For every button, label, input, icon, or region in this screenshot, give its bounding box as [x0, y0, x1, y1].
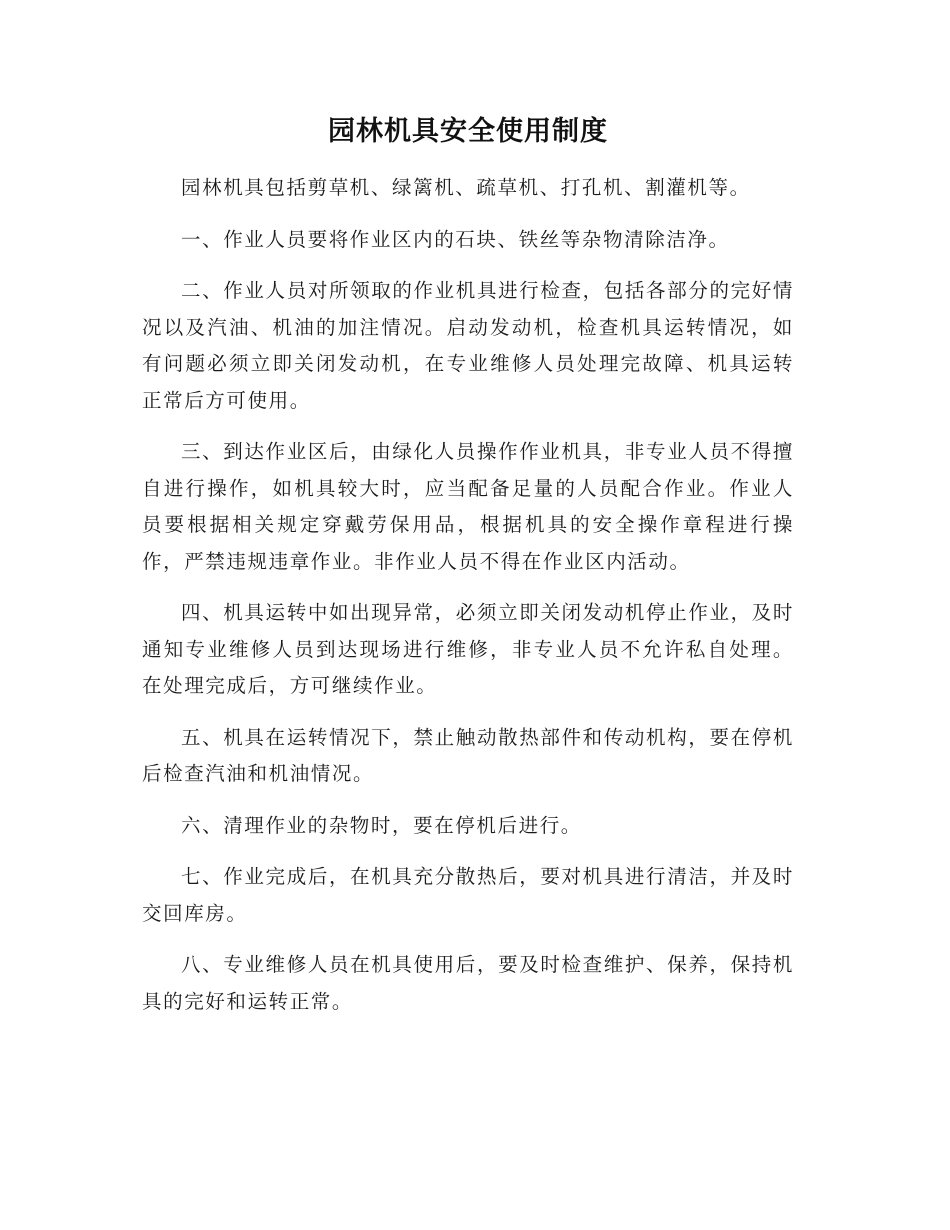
paragraph-intro: 园林机具包括剪草机、绿篱机、疏草机、打孔机、割灌机等。: [181, 176, 751, 199]
paragraph-rule-1: 一、作业人员要将作业区内的石块、铁丝等杂物清除洁净。: [181, 227, 730, 251]
paragraph-rule-4: 四、机具运转中如出现异常，必须立即关闭发动机停止作业，及时通知专业维修人员到达现场进行维修，非专业人员不允许私自处理。在处理完成后，方可继续作业。: [142, 601, 794, 697]
document-page: [142, 110, 794, 1035]
paragraph-rule-8: 八、专业维修人员在机具使用后，要及时检查维护、保养，保持机具的完好和运转正常。: [142, 953, 794, 1013]
paragraph-rule-6: 六、清理作业的杂物时，要在停机后进行。: [181, 813, 582, 837]
paragraph-rule-3: 三、到达作业区后，由绿化人员操作作业机具，非专业人员不得擅自进行操作，如机具较大时，应当配备足量的人员配合作业。作业人员要根据相关规定穿戴劳保用品，根据机具的安全操作章程进行操作，严禁违规违章作业。非作业人员不得在作业区内活动。: [142, 440, 794, 573]
paragraph-rule-7: 七、作业完成后，在机具充分散热后，要对机具进行清洁，并及时交回库房。: [142, 865, 794, 925]
paragraph-rule-5: 五、机具在运转情况下，禁止触动散热部件和传动机构，要在停机后检查汽油和机油情况。: [142, 725, 794, 785]
document-title: 园林机具安全使用制度: [328, 116, 608, 147]
paragraph-rule-2: 二、作业人员对所领取的作业机具进行检查，包括各部分的完好情况以及汽油、机油的加注情况。启动发动机，检查机具运转情况，如有问题必须立即关闭发动机，在专业维修人员处理完故障、机具运转正常后方可使用。: [142, 279, 794, 412]
